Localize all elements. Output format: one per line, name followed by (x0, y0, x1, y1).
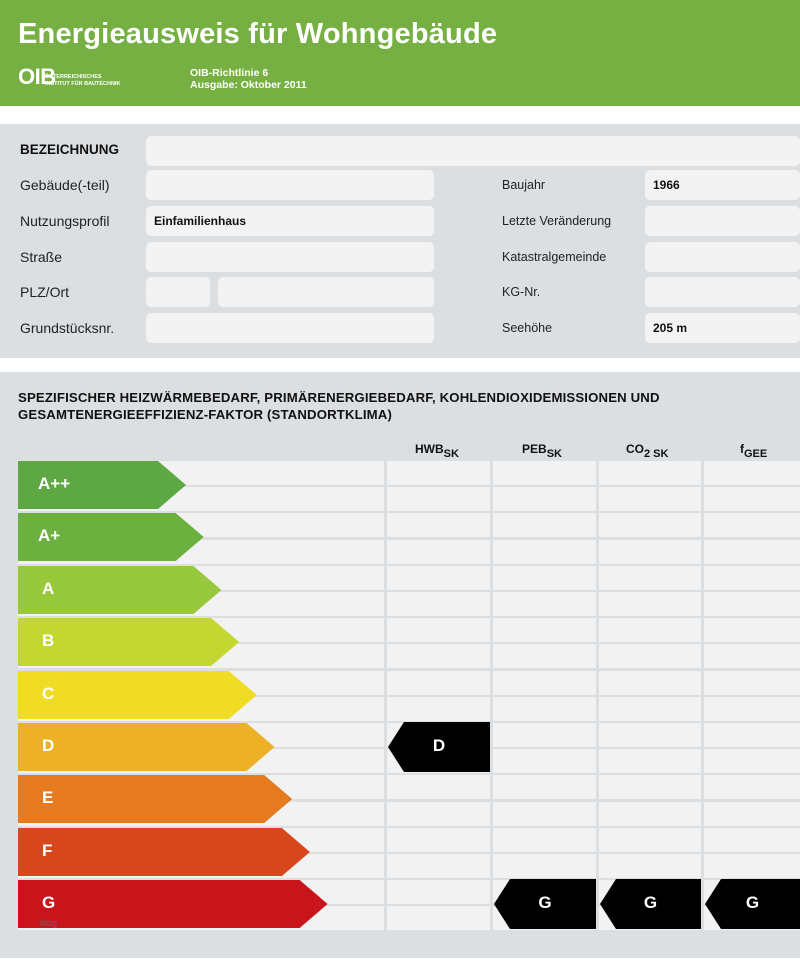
strasse-field[interactable] (146, 242, 434, 272)
rating-marker-label: D (432, 736, 446, 755)
header-bar (0, 0, 800, 106)
column-header-hwb (415, 442, 459, 460)
grid-cell (704, 540, 800, 564)
column-header-co2 (626, 442, 668, 460)
column-header-peb (522, 442, 562, 460)
grid-cell (387, 644, 490, 668)
grid-cell (493, 697, 596, 721)
bezeichnung-label: BEZEICHNUNG (20, 142, 120, 157)
watermark: blog (40, 918, 58, 928)
katastralgemeinde-label: Katastralgemeinde (502, 250, 607, 264)
class-arrow-label: E (42, 788, 54, 808)
grid-cell (493, 828, 596, 852)
co2-sub: 2 SK (644, 448, 669, 460)
grid-cell (704, 723, 800, 747)
grid-cell (493, 487, 596, 511)
grid-cell (599, 540, 701, 564)
letzte-veraenderung-label: Letzte Veränderung (502, 214, 612, 228)
rating-marker-col-1 (494, 879, 596, 929)
logo-sub-line1: ÖSTERREICHISCHES (45, 74, 102, 80)
grid-cell (387, 828, 490, 852)
grid-cell (599, 461, 701, 485)
seehoehe-label: Seehöhe (502, 321, 553, 335)
class-arrow-label: A+ (38, 526, 61, 546)
hwb-main: HWB (415, 442, 444, 456)
grid-cell (599, 644, 701, 668)
logo-main-text: OIB (18, 64, 56, 89)
grid-cell (493, 723, 596, 747)
rating-marker-label: G (745, 893, 760, 913)
rating-marker-col-0 (388, 722, 490, 772)
grid-cell (704, 749, 800, 773)
grid-cell (704, 592, 800, 616)
grid-cell (704, 644, 800, 668)
energy-title-line1: SPEZIFISCHER HEIZWÄRMEBEDARF, PRIMÄRENERGIEBEDARF, KOHLENDIOXIDEMISSIONEN UND (18, 390, 660, 405)
class-arrow-d (18, 723, 275, 771)
peb-main: PEB (522, 442, 547, 456)
logo-sub-line2: INSTITUT FÜR BAUTECHNIK (45, 80, 121, 87)
energy-section-title (18, 390, 798, 423)
grid-cell (387, 566, 490, 590)
kg-nr-field[interactable] (645, 277, 800, 307)
grid-cell (599, 513, 701, 537)
letzte-veraenderung-field[interactable] (645, 206, 800, 236)
richtlinie-info (190, 67, 307, 91)
class-arrow-aplus (18, 513, 204, 561)
gebaeude-label: Gebäude(-teil) (20, 177, 110, 193)
baujahr-field[interactable]: 1966 (645, 170, 800, 200)
grid-cell (599, 566, 701, 590)
grid-cell (704, 487, 800, 511)
class-arrow-label: A++ (38, 474, 71, 493)
gebaeude-field[interactable] (146, 170, 434, 200)
grid-cell (493, 802, 596, 826)
nutzungsprofil-label: Nutzungsprofil (20, 213, 110, 229)
grid-cell (493, 854, 596, 878)
grid-cell (387, 618, 490, 642)
energy-title-line2: GESAMTENERGIEEFFIZIENZ-FAKTOR (STANDORTKLIMA) (18, 406, 393, 422)
grid-cell (704, 775, 800, 799)
grid-cell (493, 644, 596, 668)
grid-cell (599, 802, 701, 826)
grid-cell (493, 540, 596, 564)
grid-cell (599, 592, 701, 616)
grid-cell (599, 671, 701, 695)
grid-cell (493, 592, 596, 616)
grid-cell (704, 854, 800, 878)
class-arrow-label: D (42, 736, 55, 755)
grid-cell (493, 566, 596, 590)
class-arrow-label: C (42, 683, 55, 703)
class-arrow-aplusplus (18, 461, 186, 509)
richtlinie-text: OIB-Richtlinie 6 (190, 67, 269, 79)
grundstuecksnr-field[interactable] (146, 313, 434, 343)
class-arrow-label: B (42, 631, 55, 651)
class-arrow-label: A (42, 578, 55, 598)
seehoehe-field[interactable]: 205 m (645, 313, 800, 343)
ausgabe-text: Ausgabe: Oktober 2011 (190, 79, 307, 91)
grid-cell (704, 566, 800, 590)
grid-cell (387, 854, 490, 878)
fgee-main: f (740, 442, 744, 456)
page-title: Energieausweis für Wohngebäude (18, 18, 498, 50)
column-header-fgee (740, 442, 767, 460)
grid-cell (599, 723, 701, 747)
grid-cell (493, 671, 596, 695)
plz-ort-label: PLZ/Ort (20, 284, 70, 300)
nutzungsprofil-field[interactable]: Einfamilienhaus (146, 206, 434, 236)
grid-cell (387, 487, 490, 511)
rating-marker-col-3 (705, 879, 800, 929)
grid-cell (599, 828, 701, 852)
class-arrow-a (18, 566, 221, 614)
grid-cell (387, 513, 490, 537)
grid-cell (704, 828, 800, 852)
grid-cell (599, 854, 701, 878)
grid-cell (599, 749, 701, 773)
grid-cell (387, 540, 490, 564)
logo-subtitle (45, 74, 120, 87)
class-arrow-b (18, 618, 239, 666)
grid-cell (599, 487, 701, 511)
grid-cell (704, 618, 800, 642)
grid-cell (599, 618, 701, 642)
class-arrow-g (18, 880, 328, 928)
hwb-sub: SK (443, 448, 459, 460)
class-arrow-f (18, 828, 310, 876)
grid-cell (704, 671, 800, 695)
grundstuecksnr-label: Grundstücksnr. (20, 320, 115, 336)
class-arrow-label: F (42, 840, 53, 860)
grid-cell (493, 618, 596, 642)
grid-cell (387, 802, 490, 826)
strasse-label: Straße (20, 249, 63, 265)
class-arrow-e (18, 775, 292, 823)
grid-cell (599, 775, 701, 799)
grid-cell (387, 775, 490, 799)
plz-field[interactable] (146, 277, 210, 307)
grid-cell (387, 697, 490, 721)
kg-nr-label: KG-Nr. (502, 285, 541, 299)
rating-marker-col-2 (600, 879, 701, 929)
grid-cell (493, 513, 596, 537)
grid-cell (387, 880, 490, 904)
bezeichnung-field[interactable] (146, 136, 800, 166)
grid-cell (704, 697, 800, 721)
grid-cell (387, 671, 490, 695)
rating-marker-label: G (643, 893, 658, 913)
grid-cell (704, 513, 800, 537)
co2-main: CO (626, 442, 644, 456)
grid-cell (387, 592, 490, 616)
baujahr-label: Baujahr (502, 178, 546, 192)
grid-cell (493, 749, 596, 773)
grid-cell (599, 697, 701, 721)
grid-cell (387, 461, 490, 485)
fgee-sub: GEE (744, 448, 768, 460)
grid-cell (387, 906, 490, 930)
grid-cell (493, 461, 596, 485)
katastralgemeinde-field[interactable] (645, 242, 800, 272)
ort-field[interactable] (218, 277, 434, 307)
rating-marker-label: G (538, 893, 552, 913)
oib-logo (18, 64, 121, 90)
grid-cell (493, 775, 596, 799)
grid-cell (704, 461, 800, 485)
grid-cell (704, 802, 800, 826)
class-arrow-label: G (42, 893, 56, 913)
peb-sub: SK (546, 448, 562, 460)
class-arrow-c (18, 671, 257, 719)
